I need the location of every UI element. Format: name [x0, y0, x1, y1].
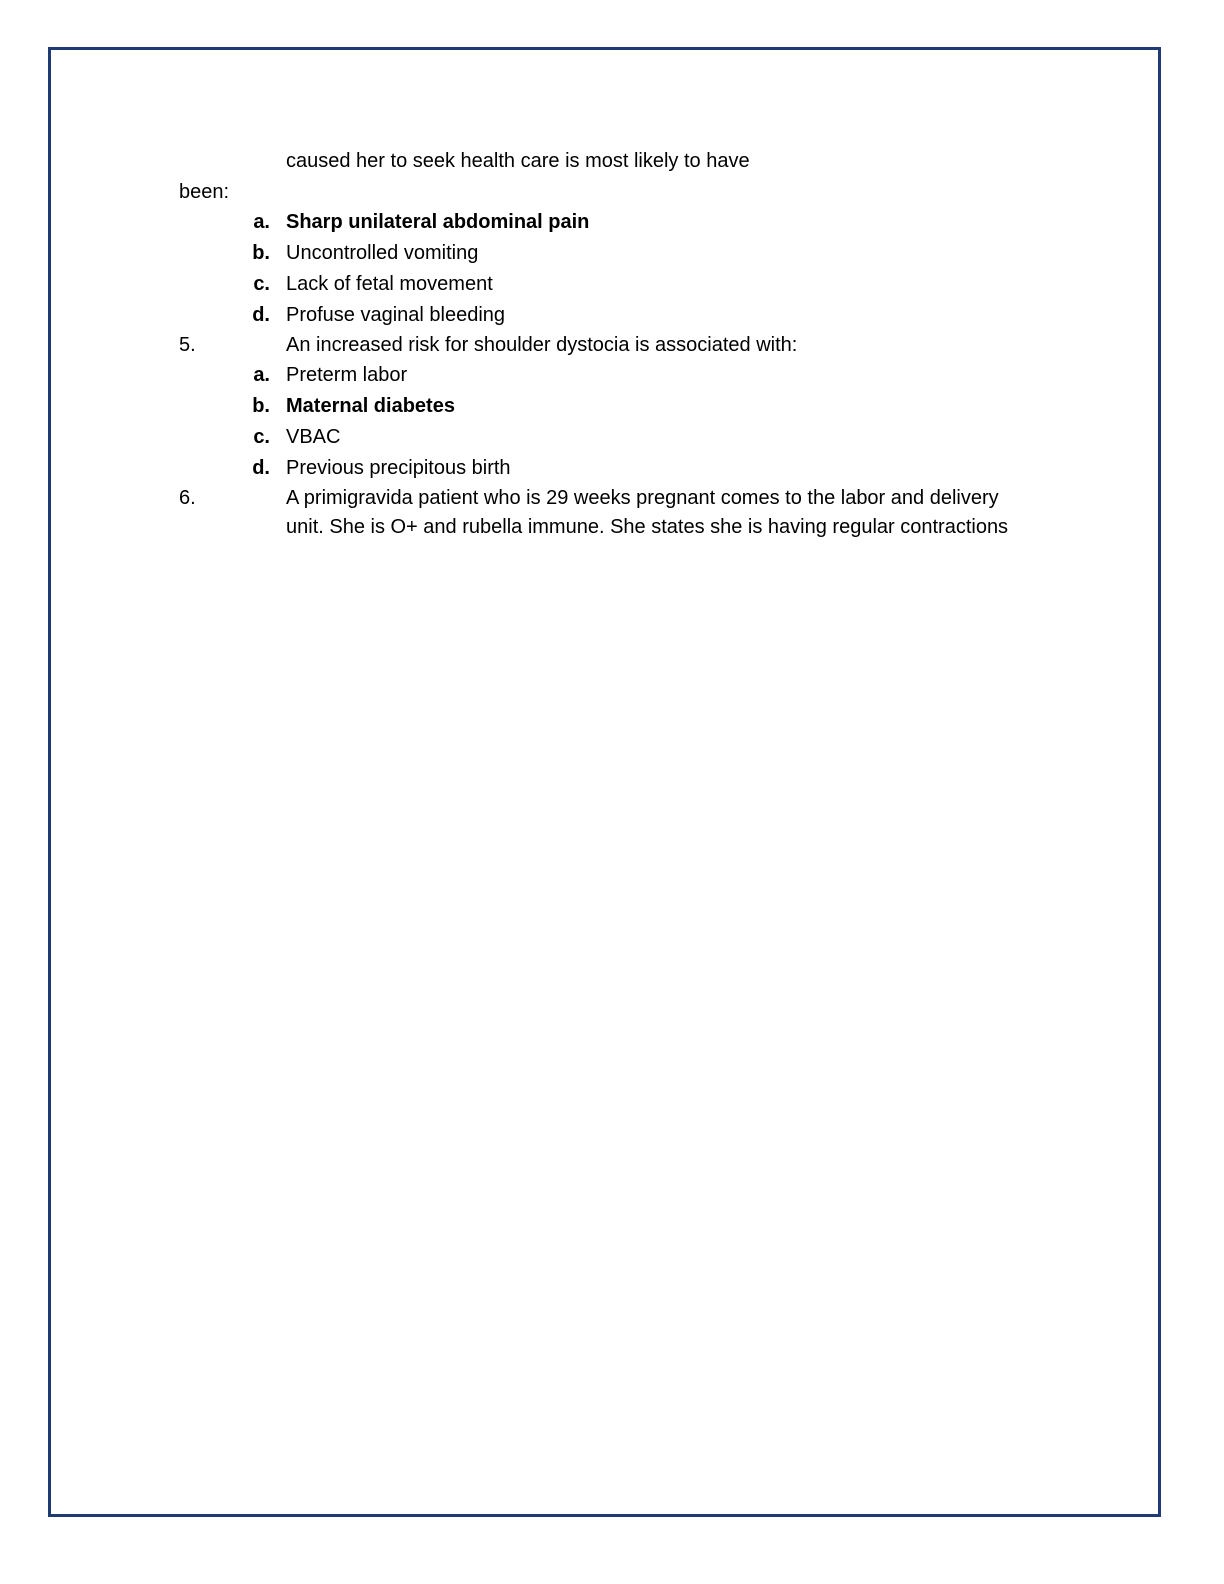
q6-stem-line1: A primigravida patient who is 29 weeks pregnant comes to the labor and delivery — [286, 487, 999, 509]
q5-number: 5. — [179, 334, 196, 356]
option-text: Profuse vaginal bleeding — [286, 304, 506, 326]
q5-stem: An increased risk for shoulder dystocia is associated with: — [286, 334, 798, 356]
q4-stem-line2: been: — [179, 181, 230, 203]
option-text: VBAC — [286, 426, 341, 448]
option-text: Maternal diabetes — [286, 395, 455, 417]
q6-number: 6. — [179, 487, 196, 509]
option-text: Uncontrolled vomiting — [286, 242, 479, 264]
option-letter: b. — [252, 242, 270, 264]
option-letter: d. — [252, 304, 270, 326]
option-letter: c. — [253, 426, 270, 448]
option-letter: c. — [253, 273, 270, 295]
option-letter: b. — [252, 395, 270, 417]
option-text: Lack of fetal movement — [286, 273, 493, 295]
q4-stem-line1: caused her to seek health care is most likely to have — [286, 150, 750, 172]
option-text: Sharp unilateral abdominal pain — [286, 211, 590, 233]
option-text: Previous precipitous birth — [286, 457, 511, 479]
option-letter: a. — [253, 364, 270, 386]
q6-stem-line2: unit. She is O+ and rubella immune. She states she is having regular contractions — [286, 516, 1009, 538]
option-letter: a. — [253, 211, 270, 233]
option-text: Preterm labor — [286, 364, 408, 386]
option-letter: d. — [252, 457, 270, 479]
